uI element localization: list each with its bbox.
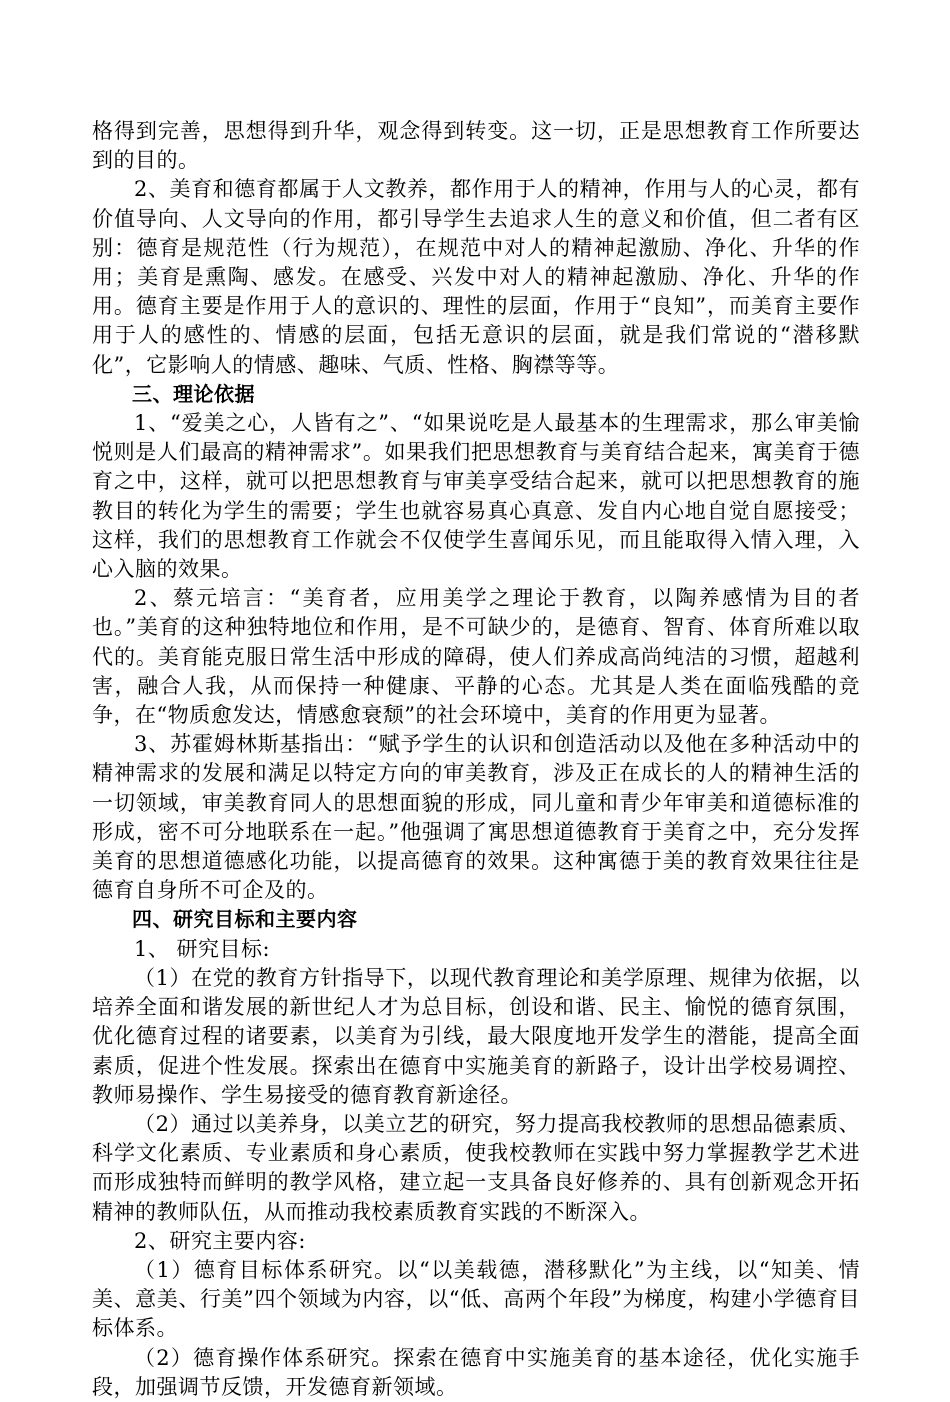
paragraph-continued: 格得到完善，思想得到升华，观念得到转变。这一切，正是思想教育工作所要达到的目的。 xyxy=(92,119,860,173)
subheading-research-goals: 1、 研究目标: xyxy=(134,936,271,961)
section-heading-theory: 三、理论依据 xyxy=(132,381,255,406)
paragraph-theory-2: 2、蔡元培言：“美育者，应用美学之理论于教育，以陶养感情为目的者也。”美育的这种独特地位和作用，是不可缺少的，是德育、智育、体育所难以取代的。美育能克服日常生活中形成的障碍，使人们养成高尚纯洁的习惯，超越利害，融合人我，从而保持一种健康、平静的心态。尤其是人类在面临残酷的竞争，在“物质愈发达，情感愈衰颓”的社会环境中，美育的作用更为显著。 xyxy=(92,586,860,728)
paragraph-aesthetic-vs-moral: 2、美育和德育都属于人文教养，都作用于人的精神，作用与人的心灵，都有价值导向、人文导向的作用，都引导学生去追求人生的意义和价值，但二者有区别：德育是规范性（行为规范），在规范中对人的精神起激励、净化、升华的作用；美育是熏陶、感发。在感受、兴发中对人的精神起激励、净化、升华的作用。德育主要是作用于人的意识的、理性的层面，作用于“良知”，而美育主要作用于人的感性的、情感的层面，包括无意识的层面，就是我们常说的“潜移默化”，它影响人的情感、趣味、气质、性格、胸襟等等。 xyxy=(92,177,860,377)
section-heading-goals: 四、研究目标和主要内容 xyxy=(132,907,358,932)
paragraph-goal-2: （2）通过以美养身，以美立艺的研究，努力提高我校教师的思想品德素质、科学文化素质、专业素质和身心素质，使我校教师在实践中努力掌握教学艺术进而形成独特而鲜明的教学风格，建立起一支具备良好修养的、具有创新观念开拓精神的教师队伍，从而推动我校素质教育实践的不断深入。 xyxy=(92,1111,860,1224)
subheading-research-content: 2、研究主要内容: xyxy=(134,1228,306,1253)
paragraph-content-2: （2）德育操作体系研究。探索在德育中实施美育的基本途径，优化实施手段，加强调节反馈，开发德育新领域。 xyxy=(92,1345,860,1399)
paragraph-theory-3: 3、苏霍姆林斯基指出：“赋予学生的认识和创造活动以及他在多种活动中的精神需求的发展和满足以特定方向的审美教育，涉及正在成长的人的精神生活的一切领域，审美教育同人的思想面貌的形成，同儿童和青少年审美和道德标准的形成，密不可分地联系在一起。”他强调了寓思想道德教育于美育之中，充分发挥美育的思想道德感化功能，以提高德育的效果。这种寓德于美的教育效果往往是德育自身所不可企及的。 xyxy=(92,732,860,903)
paragraph-content-1: （1）德育目标体系研究。以“以美载德，潜移默化”为主线，以“知美、情美、意美、行美”四个领域为内容，以“低、高两个年段”为梯度，构建小学德育目标体系。 xyxy=(92,1257,860,1341)
paragraph-theory-1: 1、“爱美之心，人皆有之”、“如果说吃是人最基本的生理需求，那么审美愉悦则是人们最高的精神需求”。如果我们把思想教育与美育结合起来，寓美育于德育之中，这样，就可以把思想教育与审美享受结合起来，就可以把思想教育的施教目的转化为学生的需要；学生也就容易真心真意、发自内心地自觉自愿接受；这样，我们的思想教育工作就会不仅使学生喜闻乐见，而且能取得入情入理，入心入脑的效果。 xyxy=(92,411,860,582)
paragraph-goal-1: （1）在党的教育方针指导下，以现代教育理论和美学原理、规律为依据，以培养全面和谐发展的新世纪人才为总目标，创设和谐、民主、愉悦的德育氛围，优化德育过程的诸要素，以美育为引线，最大限度地开发学生的潜能，提高全面素质，促进个性发展。探索出在德育中实施美育的新路子，设计出学校易调控、教师易操作、学生易接受的德育教育新途径。 xyxy=(92,965,860,1107)
